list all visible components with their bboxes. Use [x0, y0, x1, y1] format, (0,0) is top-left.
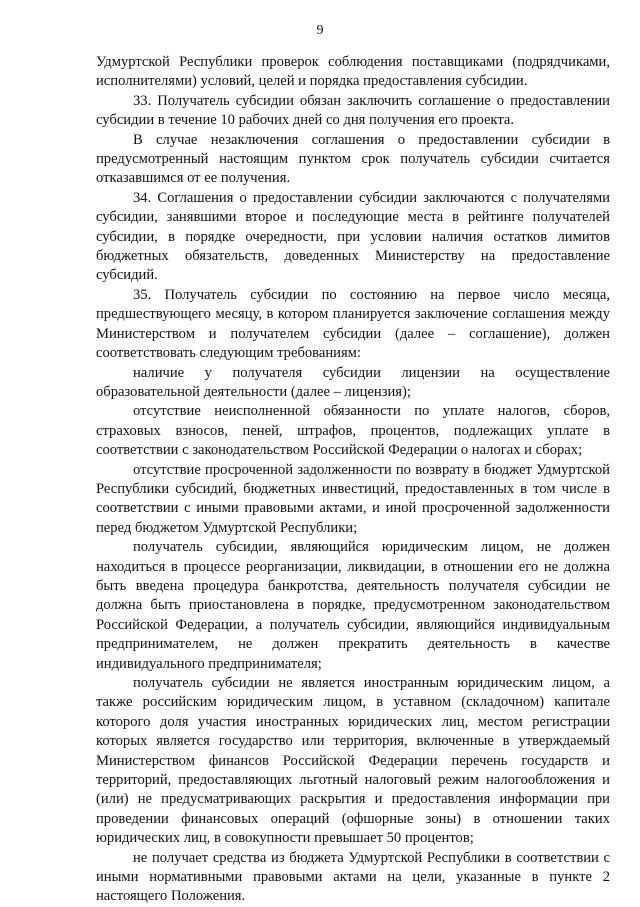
page-number: 9 [316, 23, 324, 38]
requirement-not-foreign-entity: получатель субсидии не является иностранным юридическим лицом, а также российским юридическим лицом, в уставном (складочном) капитале которого доля участия иностранных юридических лиц, местом регистрации которых является государство или территория, включенные в утверждаемый Министерством финансов Российской Федерации перечень государств и территорий, предоставляющих льготный налоговый режим налогообложения и (или) не предусматривающих раскрытия и предоставления информации при проведении финансовых операций (офшорные зоны) в отношении таких юридических лиц, в совокупности превышает 50 процентов; [96, 675, 610, 847]
paragraph-clause-35: 35. Получатель субсидии по состоянию на первое число месяца, предшествующего месяцу, в котором планируется заключение соглашения между Министерством и получателем субсидии (далее – соглашение), должен соответствовать следующим требованиям: [96, 286, 610, 362]
paragraph-clause-33: 33. Получатель субсидии обязан заключить соглашение о предоставлении субсидии в течение 10 рабочих дней со дня получения его проекта. [96, 92, 610, 129]
document-body [96, 53, 610, 907]
requirement-not-in-liquidation: получатель субсидии, являющийся юридическим лицом, не должен находиться в процессе реорганизации, ликвидации, в отношении его не должна быть введена процедура банкротства, деятельность получателя субсидии не должна быть приостановлена в порядке, предусмотренном законодательством Российской Федерации, а получатель субсидии, являющийся индивидуальным предпринимателем, не должен прекратить деятельность в качестве индивидуального предпринимателя; [96, 539, 610, 672]
paragraph-continuation: Удмуртской Республики проверок соблюдения поставщиками (подрядчиками, исполнителями) условий, целей и порядка предоставления субсидии. [96, 54, 610, 90]
requirement-no-overdue-debt: отсутствие просроченной задолженности по возврату в бюджет Удмуртской Республики субсидий, бюджетных инвестиций, предоставленных в том числе в соответствии с иными правовыми актами, и иной просроченной задолженности перед бюджетом Удмуртской Республики; [96, 461, 610, 536]
requirement-no-other-funds: не получает средства из бюджета Удмуртской Республики в соответствии с иными нормативными правовыми актами на цели, указанные в пункте 2 настоящего Положения. [96, 849, 610, 905]
requirement-license: наличие у получателя субсидии лицензии на осуществление образовательной деятельности (далее – лицензия); [96, 364, 610, 400]
requirement-no-tax-debt: отсутствие неисполненной обязанности по уплате налогов, сборов, страховых взносов, пеней, штрафов, процентов, подлежащих уплате в соответствии с законодательством Российской Федерации о налогах и сборах; [96, 403, 610, 459]
paragraph-clause-34: 34. Соглашения о предоставлении субсидии заключаются с получателями субсидии, занявшими второе и последующие места в рейтинге получателей субсидии, в порядке очередности, при условии наличия остатков лимитов бюджетных обязательств, доведенных Министерству на предоставление субсидий. [96, 189, 610, 284]
paragraph-non-conclusion: В случае незаключения соглашения о предоставлении субсидии в предусмотренный настоящим пунктом срок получатель субсидии считается отказавшимся от ее получения. [96, 131, 610, 187]
